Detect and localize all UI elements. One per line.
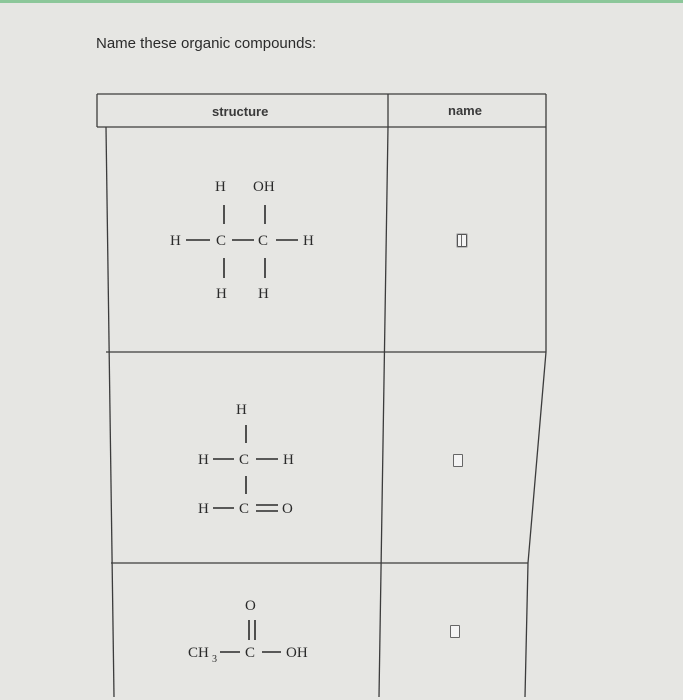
question-prompt: Name these organic compounds: xyxy=(96,35,317,52)
r2-left-h: H xyxy=(198,452,209,468)
r2-right-h: H xyxy=(283,452,294,468)
r3-carbon: C xyxy=(245,645,256,661)
r3-methyl-subscript: 3 xyxy=(212,654,217,665)
name-column-header: name xyxy=(448,103,482,118)
r1-top-right-oh: OH xyxy=(253,179,275,195)
r2-oxygen: O xyxy=(282,501,293,517)
r1-bottom-left-h: H xyxy=(216,286,227,302)
r1-left-h: H xyxy=(170,233,181,249)
structure-1 xyxy=(170,179,314,302)
name-input-2[interactable] xyxy=(453,454,463,467)
r2-top-h: H xyxy=(236,402,247,418)
r1-right-h: H xyxy=(303,233,314,249)
structure-3 xyxy=(188,598,308,665)
r1-bottom-right-h: H xyxy=(258,286,269,302)
r3-hydroxyl: OH xyxy=(286,645,308,661)
r2-carbon1: C xyxy=(239,452,250,468)
r2-lower-left-h: H xyxy=(198,501,209,517)
r2-carbon2: C xyxy=(239,501,250,517)
r3-methyl: CH xyxy=(188,645,209,661)
name-input-1[interactable] xyxy=(457,234,467,247)
r1-top-left-h: H xyxy=(215,179,226,195)
r1-carbon1: C xyxy=(216,233,227,249)
structure-column-header: structure xyxy=(212,104,269,119)
r1-carbon2: C xyxy=(258,233,269,249)
r3-top-oxygen: O xyxy=(245,598,256,614)
structure-2 xyxy=(198,402,294,517)
name-input-3[interactable] xyxy=(450,625,460,638)
